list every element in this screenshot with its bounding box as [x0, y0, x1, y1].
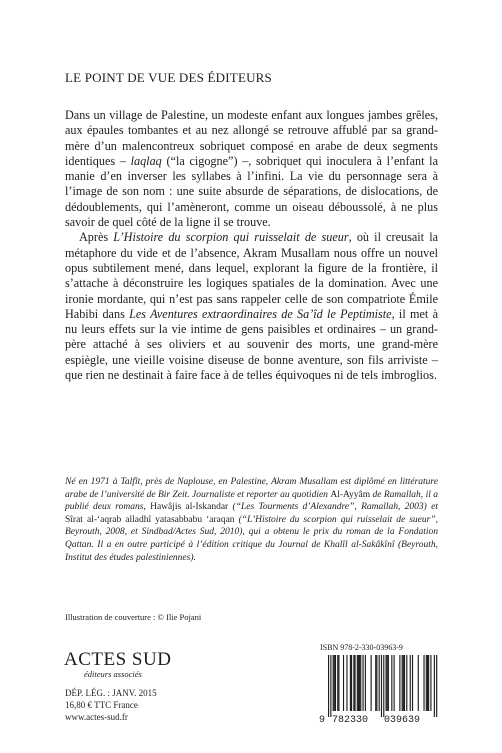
publisher-logo	[64, 650, 171, 679]
barcode-bar	[350, 655, 351, 711]
barcode-left-digits: 782330	[332, 715, 369, 725]
barcode-bar	[358, 655, 359, 711]
bio-text-d: (“L’Histoire du scorpion qui ruisselait de sueur”, Beyrouth, 2008, et Sindbad/Actes Sud, 2010), qui a obtenu le prix du roman de la Fondation Qattan. Il a en outre participé à l’édition critique du Journal de Khalîl al-Sakâkînî (Beyrouth, Institut des études palestiniennes).	[65, 514, 438, 563]
barcode-bar	[343, 655, 344, 711]
barcode-bar	[427, 655, 428, 711]
barcode-bar	[423, 655, 424, 711]
barcode-bar	[360, 655, 361, 711]
barcode-bar	[363, 655, 364, 711]
barcode-bar	[387, 655, 388, 711]
publisher-subtitle: éditeurs associés	[84, 669, 142, 679]
barcode-bar	[383, 655, 384, 717]
barcode-bar	[406, 655, 407, 711]
barcode-bar	[354, 655, 355, 711]
book-title-peptimiste: Les Aventures extraordinaires de Sa’îd le Peptimiste	[129, 306, 392, 321]
barcode-bar	[430, 655, 431, 711]
barcode-bar	[379, 655, 380, 711]
barcode-bar	[359, 655, 360, 711]
barcode-bar	[399, 655, 400, 711]
barcode-bar	[386, 655, 387, 711]
barcode-bar	[391, 655, 392, 711]
barcode-bar	[412, 655, 413, 711]
barcode-bar	[353, 655, 354, 711]
barcode-bar	[404, 655, 405, 711]
barcode-bar	[357, 655, 358, 711]
website: www.actes-sud.fr	[65, 711, 128, 722]
bio-text-c: (“Les Tourments d’Alexandre”, Ramallah, 2003) et	[228, 502, 438, 513]
isbn-text: ISBN 978-2-330-03963-9	[320, 643, 403, 652]
barcode-bar	[328, 655, 329, 717]
barcode-bar	[381, 655, 382, 717]
paragraph-1	[65, 108, 438, 230]
author-bio	[65, 476, 438, 564]
barcode-bar	[375, 655, 376, 711]
depot-legal: DÉP. LÉG. : JANV. 2015	[65, 688, 157, 698]
barcode-bar	[410, 655, 411, 711]
barcode-bar	[330, 655, 331, 717]
barcode-bar	[338, 655, 339, 711]
main-text	[65, 108, 438, 383]
paragraph-1-text-a: Dans un village de Palestine, un modeste enfant aux longues jambes grêles, aux épaules tombantes et au nez allongé se retrouve affublé par sa grand-mère d’un malencontreux sobriquet composé en arabe de deux segments identiques –	[65, 108, 438, 168]
barcode-first-digit: 9	[319, 715, 326, 725]
bio-novel-1: Hawâjis al-Iskandar	[150, 502, 229, 513]
barcode-bar	[428, 655, 429, 711]
price: 16,80 € TTC France	[65, 699, 138, 710]
barcode-bar	[436, 655, 437, 717]
bio-newspaper: Al-Ayyâm	[330, 489, 371, 500]
barcode-bar	[376, 655, 377, 711]
barcode-bar	[333, 655, 334, 711]
page-heading: LE POINT DE VUE DES ÉDITEURS	[65, 70, 272, 85]
paragraph-2-text-b: , où il creusait la métaphore du vide et de l’absence, Akram Musallam nous offre un nouvel opus subtilement mené, dans lequel, explorant la figure de la frontière, il s’attache à déconstruire les logiques spatiales de la domination. Avec une ironie mordante, qui n’est pas sans rappeler celle de son compatriote Émile Habibi dans	[65, 230, 438, 321]
barcode-bar	[402, 655, 403, 711]
cover-credit: Illustration de couverture : © Ilie Pojani	[65, 612, 202, 622]
barcode-bar	[394, 655, 395, 711]
barcode-bar	[418, 655, 419, 711]
barcode-bar	[403, 655, 404, 711]
bio-text-a: Né en 1971 à Talfît, près de Naplouse, en Palestine, Akram Musallam est diplômé en littérature arabe de l’université de Bir Zeit. Journaliste et reporter au quotidien	[65, 477, 438, 500]
bio-novel-2: Sîrat al-‘aqrab alladhî yatasabbabu ‘araqan	[65, 514, 235, 525]
barcode-bar	[371, 655, 372, 711]
barcode-bars	[328, 655, 437, 717]
barcode-bar	[335, 655, 336, 711]
barcode-bar	[346, 655, 347, 711]
barcode-bar	[426, 655, 427, 711]
barcode	[318, 655, 443, 725]
laqlaq-word: laqlaq	[130, 153, 162, 168]
barcode-bar	[351, 655, 352, 711]
paragraph-2-text-c: , il met à nu leurs effets sur la vie intime de gens paisibles et ordinaires – un grand-père attaché à ses oliviers et au souvenir des morts, une grand-mère espiègle, une vieille voisine diseuse de bonne aventure, son fils arriviste – que rien ne destinait à faire face à de telles équivoques ni de tels imbroglios.	[65, 306, 438, 383]
publisher-name: ACTES SUD	[64, 649, 172, 670]
bio-text-b: de Ramallah, il a publié deux romans,	[65, 489, 438, 513]
barcode-bar	[337, 655, 338, 711]
book-title-scorpion: L’Histoire du scorpion qui ruisselait de sueur	[113, 230, 349, 245]
legal-info	[65, 688, 157, 723]
barcode-bar	[334, 655, 335, 711]
paragraph-2-text-a: Après	[79, 230, 114, 245]
paragraph-2	[65, 230, 438, 383]
barcode-bar	[434, 655, 435, 717]
barcode-bar	[365, 655, 366, 711]
barcode-bar	[388, 655, 389, 711]
paragraph-1-text-b: (“la cigogne”) –, sobriquet qui inoculera à l’enfant la manie d’en inverser les syllabes à l’infini. La vie du personnage sera à l’image de son nom : une suite absurde de séparations, de dislocations, de dédoublements, qui l’amèneront, comme un oiseau déboussolé, à ne plus savoir de quel côté de la ligne il se trouve.	[65, 153, 438, 230]
barcode-right-digits: 039639	[384, 715, 421, 725]
